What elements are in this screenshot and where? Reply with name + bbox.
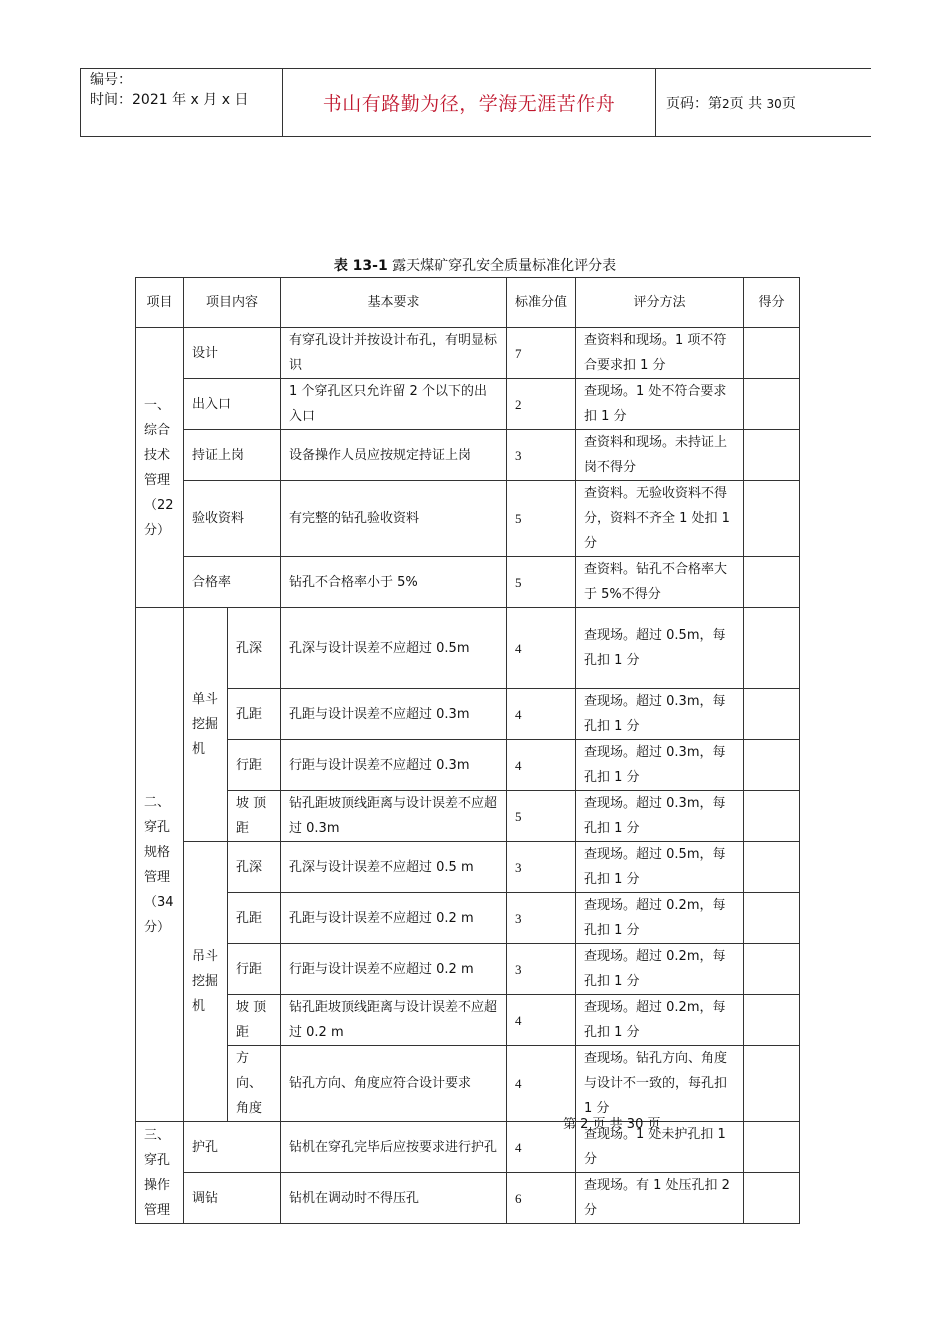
table-row: [136, 430, 800, 481]
row-requirement: 钻机在调动时不得压孔: [281, 1173, 507, 1224]
row-method: 查现场。有 1 处压孔扣 2 分: [576, 1173, 744, 1224]
page-footer: 第 2 页 共 30 页: [563, 1117, 661, 1132]
row-requirement: 钻孔距坡顶线距离与设计误差不应超过 0.2 m: [281, 995, 507, 1046]
row-score: 4: [507, 1122, 576, 1173]
row-method: 查现场。超过 0.3m，每孔扣 1 分: [576, 689, 744, 740]
row-requirement: 孔深与设计误差不应超过 0.5 m: [281, 842, 507, 893]
row-content: 坡 顶距: [228, 995, 281, 1046]
row-got-cell: [744, 1122, 800, 1173]
row-content: 孔距: [228, 689, 281, 740]
row-requirement: 有完整的钻孔验收资料: [281, 481, 507, 557]
document-header: [80, 68, 871, 137]
section-3-label: 三、穿孔操作管理: [136, 1122, 184, 1224]
row-content: 行距: [228, 740, 281, 791]
row-method: 查资料。钻孔不合格率大于 5%不得分: [576, 557, 744, 608]
row-method: 查资料和现场。未持证上岗不得分: [576, 430, 744, 481]
row-method: 查现场。超过 0.2m，每孔扣 1 分: [576, 995, 744, 1046]
row-score: 2: [507, 379, 576, 430]
row-got-cell: [744, 557, 800, 608]
row-method: 查现场。超过 0.5m，每孔扣 1 分: [576, 608, 744, 689]
table-header-row: [136, 278, 800, 328]
row-requirement: 行距与设计误差不应超过 0.2 m: [281, 944, 507, 995]
row-requirement: 孔距与设计误差不应超过 0.2 m: [281, 893, 507, 944]
row-score: 3: [507, 430, 576, 481]
row-got-cell: [744, 791, 800, 842]
header-page-cell: [656, 69, 871, 136]
row-score: 5: [507, 481, 576, 557]
table-row: [136, 328, 800, 379]
row-got-cell: [744, 689, 800, 740]
row-method: 查现场。超过 0.3m，每孔扣 1 分: [576, 791, 744, 842]
row-score: 7: [507, 328, 576, 379]
row-requirement: 钻孔方向、角度应符合设计要求: [281, 1046, 507, 1122]
row-method: 查现场。超过 0.2m，每孔扣 1 分: [576, 944, 744, 995]
row-requirement: 有穿孔设计并按设计布孔，有明显标识: [281, 328, 507, 379]
row-got-cell: [744, 842, 800, 893]
header-meta-cell: [81, 69, 283, 136]
table-row: [136, 842, 800, 893]
row-got-cell: [744, 893, 800, 944]
table-row: [136, 1046, 800, 1122]
table-row: [136, 689, 800, 740]
table-row: [136, 995, 800, 1046]
table-row: [136, 608, 800, 689]
row-got-cell: [744, 944, 800, 995]
header-score: 标准分值: [507, 278, 576, 328]
table-row: [136, 893, 800, 944]
row-requirement: 1 个穿孔区只允许留 2 个以下的出入口: [281, 379, 507, 430]
row-content: 合格率: [184, 557, 281, 608]
row-method: 查现场。1 处未护孔扣 1 分: [576, 1122, 744, 1173]
header-got: 得分: [744, 278, 800, 328]
time-label: 时间：2021 年 x 月 x 日: [90, 92, 249, 108]
table-row: [136, 481, 800, 557]
header-item: 项目: [136, 278, 184, 328]
row-content: 行距: [228, 944, 281, 995]
header-motto-cell: [283, 69, 656, 136]
header-content: 项目内容: [184, 278, 281, 328]
header-method: 评分方法: [576, 278, 744, 328]
row-content: 方向、角度: [228, 1046, 281, 1122]
row-score: 5: [507, 791, 576, 842]
row-content: 孔深: [228, 842, 281, 893]
score-table: [135, 277, 800, 1224]
row-score: 3: [507, 944, 576, 995]
row-requirement: 设备操作人员应按规定持证上岗: [281, 430, 507, 481]
row-score: 6: [507, 1173, 576, 1224]
row-got-cell: [744, 995, 800, 1046]
row-score: 4: [507, 689, 576, 740]
motto-text: 书山有路勤为径，学海无涯苦作舟: [322, 93, 616, 115]
row-requirement: 钻孔距坡顶线距离与设计误差不应超过 0.3m: [281, 791, 507, 842]
table-row: [136, 740, 800, 791]
row-content: 孔距: [228, 893, 281, 944]
row-requirement: 行距与设计误差不应超过 0.3m: [281, 740, 507, 791]
table-row: [136, 1122, 800, 1173]
row-got-cell: [744, 1173, 800, 1224]
table-row: [136, 944, 800, 995]
row-got-cell: [744, 740, 800, 791]
header-requirement: 基本要求: [281, 278, 507, 328]
table-row: [136, 557, 800, 608]
row-method: 查现场。超过 0.2m，每孔扣 1 分: [576, 893, 744, 944]
row-score: 3: [507, 842, 576, 893]
row-method: 查现场。钻孔方向、角度与设计不一致的，每孔扣 1 分: [576, 1046, 744, 1122]
subsection-drag-bucket: 吊斗挖掘机: [184, 842, 228, 1122]
table-row: [136, 379, 800, 430]
row-requirement: 孔距与设计误差不应超过 0.3m: [281, 689, 507, 740]
row-got-cell: [744, 430, 800, 481]
row-content: 设计: [184, 328, 281, 379]
row-got-cell: [744, 379, 800, 430]
subsection-single-bucket: 单斗挖掘机: [184, 608, 228, 842]
row-got-cell: [744, 481, 800, 557]
page-code: 页码：第2页 共 30页: [666, 95, 796, 112]
row-method: 查现场。超过 0.5m，每孔扣 1 分: [576, 842, 744, 893]
row-score: 5: [507, 557, 576, 608]
section-2-label: 二、穿孔规格管理（34分）: [136, 608, 184, 1122]
table-row: [136, 791, 800, 842]
row-content: 调钻: [184, 1173, 281, 1224]
row-score: 4: [507, 995, 576, 1046]
row-content: 护孔: [184, 1122, 281, 1173]
table-title: 表 13-1 露天煤矿穿孔安全质量标准化评分表: [333, 258, 617, 274]
row-method: 查现场。1 处不符合要求扣 1 分: [576, 379, 744, 430]
row-content: 孔深: [228, 608, 281, 689]
section-1-label: 一、综合技术管理（22分）: [136, 328, 184, 608]
row-method: 查资料。无验收资料不得分，资料不齐全 1 处扣 1 分: [576, 481, 744, 557]
row-got-cell: [744, 608, 800, 689]
row-got-cell: [744, 328, 800, 379]
row-got-cell: [744, 1046, 800, 1122]
table-row: [136, 1173, 800, 1224]
row-requirement: 钻机在穿孔完毕后应按要求进行护孔: [281, 1122, 507, 1173]
row-score: 4: [507, 1046, 576, 1122]
number-label: 编号：: [90, 72, 132, 88]
row-method: 查现场。超过 0.3m，每孔扣 1 分: [576, 740, 744, 791]
row-requirement: 钻孔不合格率小于 5%: [281, 557, 507, 608]
row-score: 4: [507, 608, 576, 689]
row-score: 3: [507, 893, 576, 944]
row-content: 持证上岗: [184, 430, 281, 481]
row-content: 验收资料: [184, 481, 281, 557]
row-content: 坡 顶距: [228, 791, 281, 842]
row-content: 出入口: [184, 379, 281, 430]
row-score: 4: [507, 740, 576, 791]
row-method: 查资料和现场。1 项不符合要求扣 1 分: [576, 328, 744, 379]
row-requirement: 孔深与设计误差不应超过 0.5m: [281, 608, 507, 689]
